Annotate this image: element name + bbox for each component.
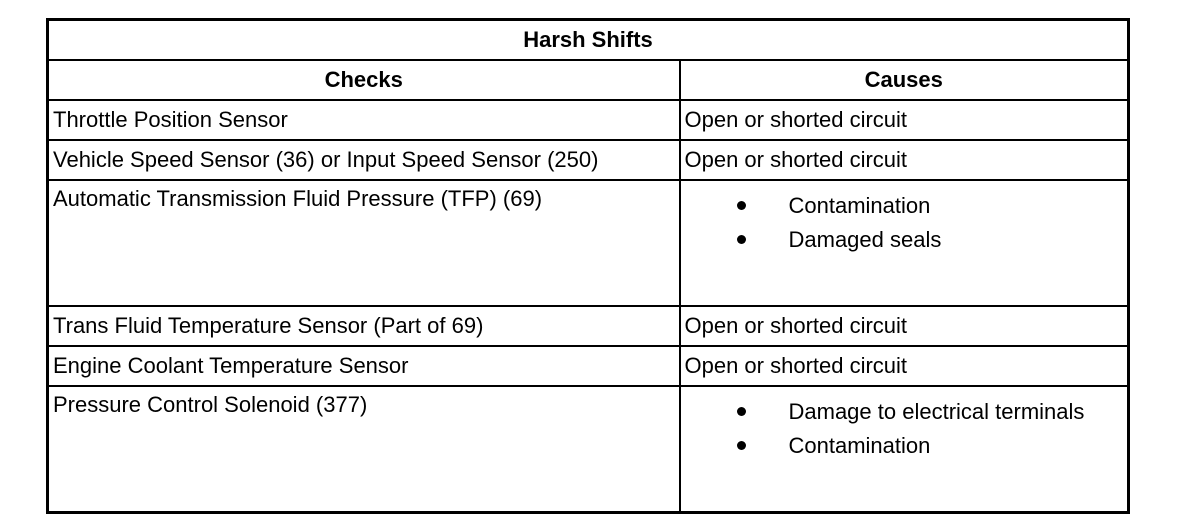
cause-list-item xyxy=(685,431,1128,465)
bullet-icon xyxy=(737,441,746,450)
table-row xyxy=(48,100,1129,140)
cause-cell xyxy=(680,386,1129,513)
check-cell: Trans Fluid Temperature Sensor (Part of 69) xyxy=(48,306,680,346)
column-header-causes: Causes xyxy=(680,60,1129,100)
table-title: Harsh Shifts xyxy=(48,20,1129,61)
check-cell: Pressure Control Solenoid (377) xyxy=(48,386,680,513)
bullet-icon xyxy=(737,201,746,210)
cause-text: Contamination xyxy=(788,193,931,218)
cause-cell: Open or shorted circuit xyxy=(680,100,1129,140)
check-cell: Engine Coolant Temperature Sensor xyxy=(48,346,680,386)
cause-cell: Open or shorted circuit xyxy=(680,346,1129,386)
cause-text: Damaged seals xyxy=(788,227,942,252)
cause-text: Contamination xyxy=(788,433,931,458)
cause-text: Damage to electrical terminals xyxy=(788,399,1085,424)
table-row xyxy=(48,180,1129,306)
cause-list-item xyxy=(685,225,1128,259)
table-row xyxy=(48,140,1129,180)
table-header-row xyxy=(48,60,1129,100)
column-header-checks: Checks xyxy=(48,60,680,100)
table-title-row xyxy=(48,20,1129,61)
table-row xyxy=(48,346,1129,386)
cause-cell: Open or shorted circuit xyxy=(680,306,1129,346)
check-cell: Vehicle Speed Sensor (36) or Input Speed Sensor (250) xyxy=(48,140,680,180)
check-cell: Automatic Transmission Fluid Pressure (TFP) (69) xyxy=(48,180,680,306)
cause-list xyxy=(685,397,1128,465)
cause-cell: Open or shorted circuit xyxy=(680,140,1129,180)
check-cell: Throttle Position Sensor xyxy=(48,100,680,140)
cause-list-item xyxy=(685,397,1128,431)
cause-list-item xyxy=(685,191,1128,225)
harsh-shifts-table xyxy=(46,18,1130,514)
bullet-icon xyxy=(737,235,746,244)
cause-list xyxy=(685,191,1128,259)
table-row xyxy=(48,306,1129,346)
table-row xyxy=(48,386,1129,513)
bullet-icon xyxy=(737,407,746,416)
cause-cell xyxy=(680,180,1129,306)
